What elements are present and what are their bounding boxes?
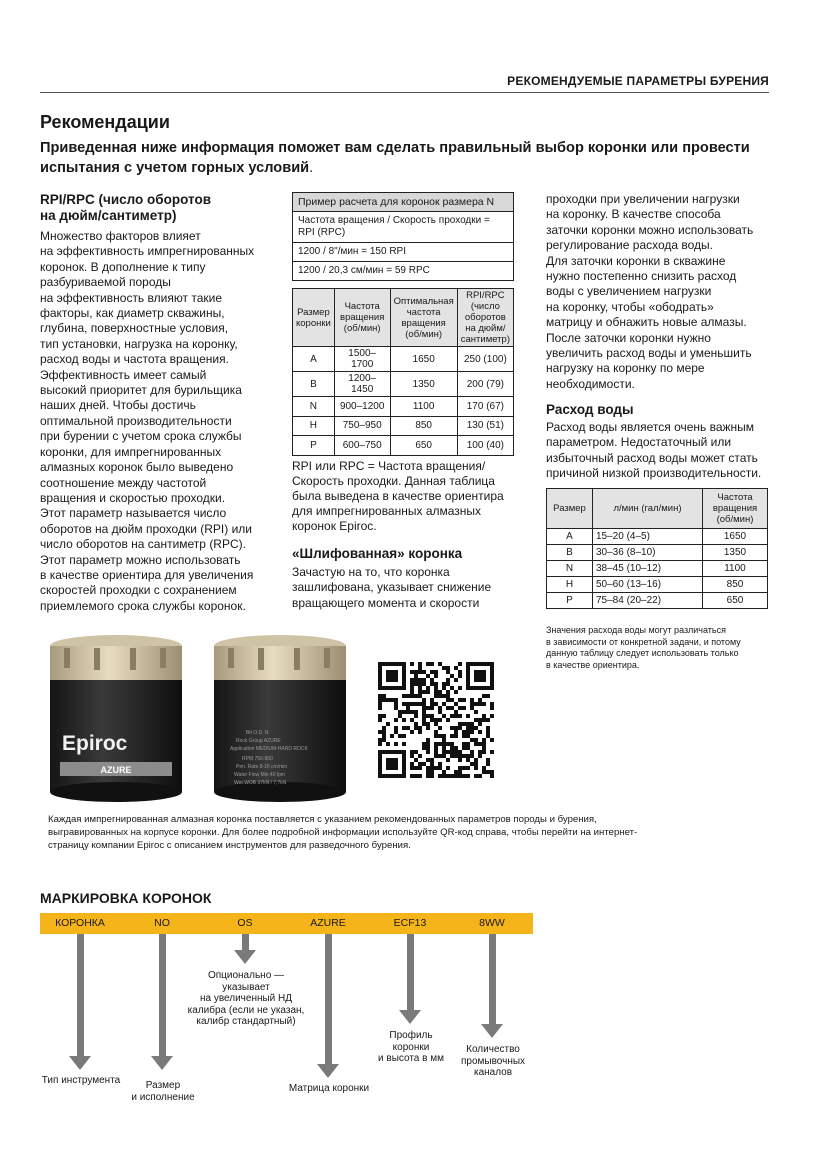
table-row <box>293 372 514 397</box>
intro-text <box>40 138 770 178</box>
glazed-heading: «Шлифованная» коронка <box>292 546 463 561</box>
bit-caption: Каждая импрегнированная алмазная коронка поставляется с указанием рекомендованных параметров породы и бурения, выгравированных на корпусе коронки. Для более подробной информации используйте QR-код справа, чтобы перейти на интернет- страницу компании Epiroc с описанием инструментов для разведочного бурения. <box>48 814 638 851</box>
engraving-line: Water Flow Min 40 lpm <box>234 772 285 778</box>
cell: 170 (67) <box>457 397 513 417</box>
cell: 200 (79) <box>457 372 513 397</box>
arrow-waterways <box>489 934 496 1024</box>
cell: 1350 <box>703 545 768 561</box>
cell: 1100 <box>390 397 457 417</box>
cell: 650 <box>703 593 768 609</box>
rpi-col-size: Размер коронки <box>293 289 335 347</box>
cell: 850 <box>703 577 768 593</box>
marking-title: МАРКИРОВКА КОРОНОК <box>40 890 212 906</box>
table-row <box>293 416 514 436</box>
label-waterways: Количество промывочных каналов <box>460 1044 526 1078</box>
page-title: Рекомендации <box>40 112 170 132</box>
cell: 130 (51) <box>457 416 513 436</box>
cell: 50–60 (13–16) <box>593 577 703 593</box>
table-row <box>547 593 768 609</box>
cell: 1350 <box>390 372 457 397</box>
cell: H <box>293 416 335 436</box>
bit-image-front <box>42 632 190 806</box>
water-heading: Расход воды <box>546 402 634 417</box>
arrow-matrix <box>325 934 332 1064</box>
water-table <box>546 488 768 609</box>
cell: 750–950 <box>334 416 390 436</box>
marking-bar <box>40 913 533 934</box>
engraving-line: Wet WOB 37kN / 7,7kN <box>234 780 287 786</box>
cell: 600–750 <box>334 436 390 456</box>
arrow-size <box>159 934 166 1056</box>
glazed-body: Зачастую на то, что коронка зашлифована, указывает снижение вращающего момента и скорости <box>292 565 492 610</box>
table-row <box>547 545 768 561</box>
cell: 1200–1450 <box>334 372 390 397</box>
engraving-line: Rock Group AZURE <box>236 738 281 744</box>
example-table-title: Пример расчета для коронок размера N <box>293 193 514 212</box>
rpi-col-optimal: Оптимальная частота вращения (об/мин) <box>390 289 457 347</box>
rpi-note: RPI или RPC = Частота вращения/ Скорость проходки. Данная таблица была выведена в качестве ориентира для импрегнированных алмазных коронок Epiroc. <box>292 459 504 533</box>
engraving-line: Pen. Rate 8-16 cm/min <box>236 764 288 770</box>
table-row <box>293 436 514 456</box>
cell: 1650 <box>390 347 457 372</box>
cell: 1100 <box>703 561 768 577</box>
engraving-line: RPM 750-950 <box>242 756 273 762</box>
cell: N <box>293 397 335 417</box>
water-body: Расход воды является очень важным параметром. Недостаточный или избыточный расход воды может стать причиной низкой производительности. <box>546 420 762 481</box>
cell: 75–84 (20–22) <box>593 593 703 609</box>
engraving-line: Application MEDIUM-HARD ROCK <box>230 746 308 752</box>
cell: A <box>293 347 335 372</box>
cell: 900–1200 <box>334 397 390 417</box>
code-waterways: 8WW <box>479 917 505 929</box>
code-tool: КОРОНКА <box>55 917 105 929</box>
example-row: Частота вращения / Скорость проходки = RPI (RPC) <box>293 212 514 243</box>
water-col-flow: л/мин (гал/мин) <box>593 489 703 529</box>
cell: H <box>547 577 593 593</box>
cell: 1650 <box>703 529 768 545</box>
code-size: NO <box>154 917 170 929</box>
cell: 100 (40) <box>457 436 513 456</box>
cell: 30–36 (8–10) <box>593 545 703 561</box>
cell: N <box>547 561 593 577</box>
example-row: 1200 / 20,3 см/мин = 59 RPC <box>293 262 514 281</box>
table-row <box>293 347 514 372</box>
engraving-line: Bit O.D. N <box>246 730 269 736</box>
bit-model: AZURE <box>100 765 132 775</box>
code-os: OS <box>237 917 253 929</box>
arrow-profile <box>407 934 414 1010</box>
rpi-col-rpi: RPI/RPC (число оборотов на дюйм/ сантиметр) <box>457 289 513 347</box>
cell: B <box>547 545 593 561</box>
code-profile: ECF13 <box>393 917 427 929</box>
arrow-os <box>242 934 249 950</box>
cell: 650 <box>390 436 457 456</box>
cell: P <box>293 436 335 456</box>
cell: A <box>547 529 593 545</box>
bit-brand: Epiroc <box>62 732 128 755</box>
cell: B <box>293 372 335 397</box>
cell: P <box>547 593 593 609</box>
label-matrix: Матрица коронки <box>288 1083 370 1094</box>
label-size: Размер и исполнение <box>131 1080 195 1103</box>
section-header: РЕКОМЕНДУЕМЫЕ ПАРАМЕТРЫ БУРЕНИЯ <box>507 74 769 88</box>
glazed-body-cont: проходки при увеличении нагрузки на коронку. В качестве способа заточки коронки можно использовать регулирование расхода воды. Для заточки коронки в скважине нужно постепенно снизить расход воды с увеличением нагрузки на коронку, чтобы «ободрать» матрицу и обнажить новые алмазы. После заточки коронки нужно увеличить расход воды и уменьшить нагрузку на коронку по мере необходимости. <box>546 192 754 391</box>
water-note: Значения расхода воды могут различаться в зависимости от конкретной задачи, и потому данную таблицу следует использовать только в качестве ориентира. <box>546 625 741 670</box>
rpi-table <box>292 288 514 456</box>
bit-image-engraved <box>206 632 354 806</box>
example-row: 1200 / 8"/мин = 150 RPI <box>293 243 514 262</box>
table-row <box>547 561 768 577</box>
example-table <box>292 192 514 281</box>
qr-code[interactable] <box>378 662 494 778</box>
cell: 850 <box>390 416 457 436</box>
header-divider <box>40 92 769 93</box>
rpi-heading: RPI/RPC (число оборотов на дюйм/сантиметр) <box>40 192 212 223</box>
table-row <box>293 397 514 417</box>
cell: 250 (100) <box>457 347 513 372</box>
code-matrix: AZURE <box>310 917 346 929</box>
water-col-rpm: Частота вращения (об/мин) <box>703 489 768 529</box>
label-os: Опционально — указывает на увеличенный НД калибра (если не указан, калибр стандартный) <box>187 970 305 1027</box>
arrow-tool <box>77 934 84 1056</box>
water-col-size: Размер <box>547 489 593 529</box>
intro-bold: Приведенная ниже информация поможет вам сделать правильный выбор коронки или провести испытания с учетом горных условий <box>40 140 750 176</box>
rpi-col-rpm: Частота вращения (об/мин) <box>334 289 390 347</box>
cell: 1500–1700 <box>334 347 390 372</box>
rpi-body: Множество факторов влияет на эффективность импрегнированных коронок. В дополнение к типу разбуриваемой породы на эффективность влияют такие факторы, как диаметр скважины, глубина, поверхностные условия, тип установки, нагрузка на коронку, расход воды и частота вращения. Эффективность имеет самый высокий приоритет для бурильщика наших дней. Чтобы достичь оптимальной производительности при бурении с учетом срока службы коронки, для импрегнированных алмазных коронок было выведено соотношение между частотой вращения и скоростью проходки. Этот параметр называется число оборотов на дюйм проходки (RPI) или число оборотов на сантиметр (RPC). Этот параметр можно использовать в качестве ориентира для увеличения скоростей проходки с сохранением приемлемого срока службы коронок. <box>40 229 255 613</box>
label-profile: Профиль коронки и высота в мм <box>378 1030 444 1064</box>
label-tool: Тип инструмента <box>41 1075 121 1086</box>
table-row <box>547 529 768 545</box>
intro-end: . <box>309 160 314 176</box>
cell: 38–45 (10–12) <box>593 561 703 577</box>
cell: 15–20 (4–5) <box>593 529 703 545</box>
table-row <box>547 577 768 593</box>
